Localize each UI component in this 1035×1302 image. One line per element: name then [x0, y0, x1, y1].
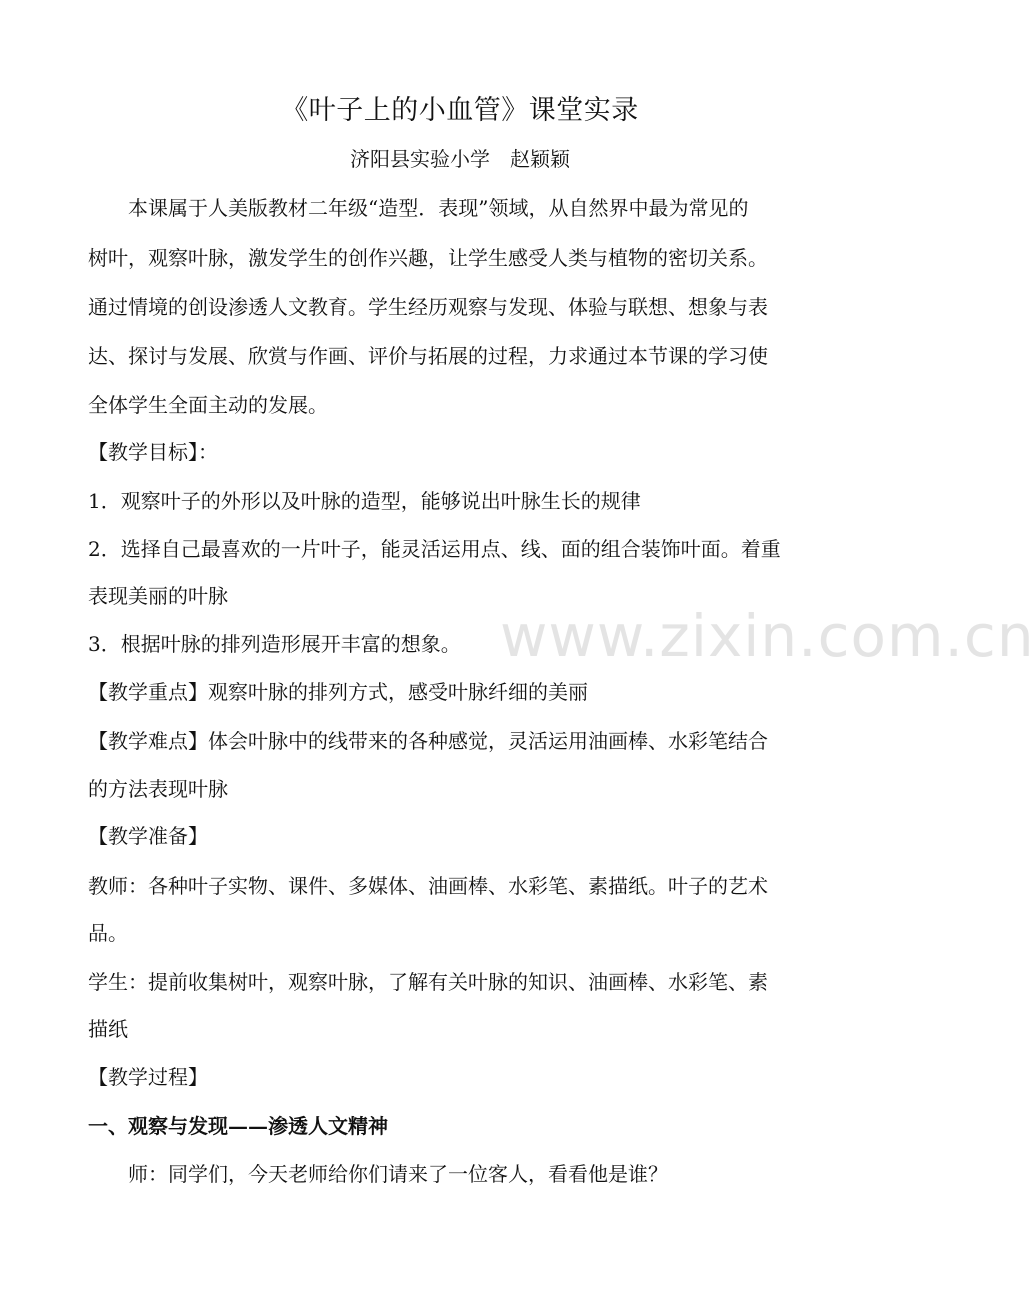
- prep-student-line: 描纸: [88, 1017, 128, 1041]
- goal-item: 2．选择自己最喜欢的一片叶子，能灵活运用点、线、面的组合装饰叶面。着重: [88, 537, 781, 561]
- goal-item-continued: 表现美丽的叶脉: [88, 584, 228, 608]
- intro-line: 本课属于人美版教材二年级“造型．表现”领域，从自然界中最为常见的: [88, 196, 749, 220]
- difficulty-line: 的方法表现叶脉: [88, 777, 228, 801]
- intro-line: 树叶，观察叶脉，激发学生的创作兴趣，让学生感受人类与植物的密切关系。: [88, 246, 768, 270]
- key-point: 【教学重点】观察叶脉的排列方式，感受叶脉纤细的美丽: [88, 680, 588, 704]
- dialogue-line: 师：同学们，今天老师给你们请来了一位客人，看看他是谁？: [88, 1162, 668, 1186]
- author-line: 济阳县实验小学 赵颖颖: [350, 147, 570, 171]
- prep-student-line: 学生：提前收集树叶，观察叶脉，了解有关叶脉的知识、油画棒、水彩笔、素: [88, 970, 768, 994]
- process-heading: 【教学过程】: [88, 1065, 208, 1089]
- intro-line: 通过情境的创设渗透人文教育。学生经历观察与发现、体验与联想、想象与表: [88, 295, 768, 319]
- prep-teacher-line: 教师：各种叶子实物、课件、多媒体、油画棒、水彩笔、素描纸。叶子的艺术: [88, 874, 768, 898]
- watermark: www.zixin.com.cn: [500, 602, 1035, 670]
- prep-teacher-line: 品。: [88, 921, 128, 945]
- intro-line: 全体学生全面主动的发展。: [88, 393, 328, 417]
- prep-heading: 【教学准备】: [88, 824, 208, 848]
- intro-line: 达、探讨与发展、欣赏与作画、评价与拓展的过程，力求通过本节课的学习使: [88, 344, 768, 368]
- goal-item: 1．观察叶子的外形以及叶脉的造型，能够说出叶脉生长的规律: [88, 489, 641, 513]
- goals-heading: 【教学目标】：: [88, 440, 218, 464]
- section-heading: 一、观察与发现——渗透人文精神: [88, 1114, 388, 1138]
- difficulty-line: 【教学难点】体会叶脉中的线带来的各种感觉，灵活运用油画棒、水彩笔结合: [88, 729, 768, 753]
- goal-item: 3．根据叶脉的排列造形展开丰富的想象。: [88, 632, 461, 656]
- document-title: 《叶子上的小血管》课堂实录: [281, 95, 639, 126]
